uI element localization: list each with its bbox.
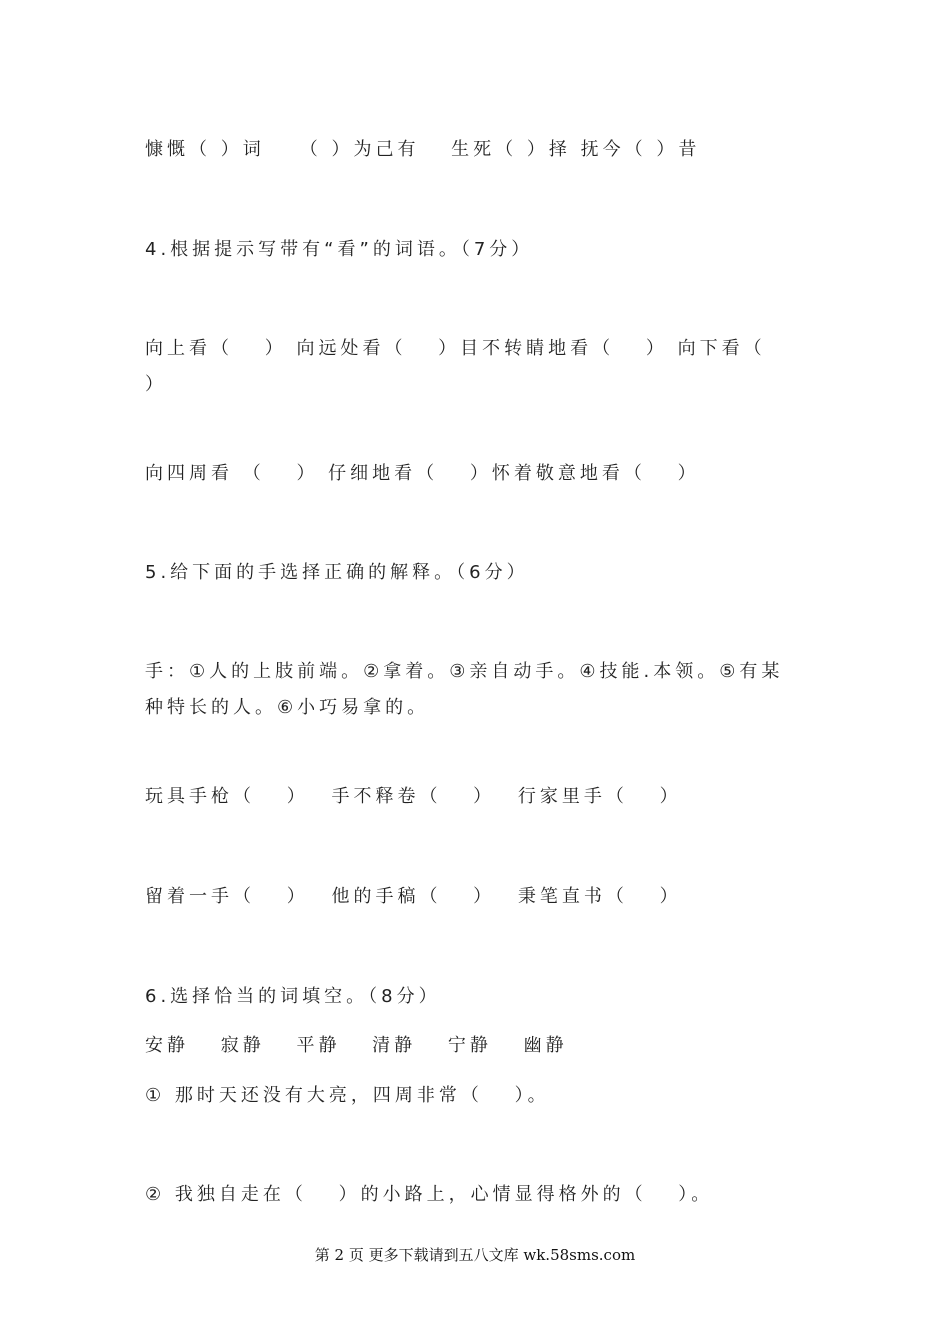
question-5-heading: 5.给下面的手选择正确的解释。（6分） xyxy=(145,562,529,583)
page-footer: 第 2 页 更多下载请到五八文库 wk.58sms.com xyxy=(314,1246,636,1264)
question-5-line-2: 留着一手（ ） 他的手稿（ ） 秉笔直书（ ） xyxy=(145,886,682,907)
question-4-line-1: 向上看（ ） 向远处看（ ）目不转睛地看（ ） 向下看（ ） xyxy=(145,338,798,395)
question-4-line-2: 向四周看 （ ） 仔细地看（ ）怀着敬意地看（ ） xyxy=(145,463,700,484)
question-6-heading: 6.选择恰当的词填空。（8分） xyxy=(145,986,441,1007)
question-6-sentence-1: ① 那时天还没有大亮，四周非常（ ）。 xyxy=(145,1085,550,1106)
question-4-heading: 4.根据提示写带有“看”的词语。（7分） xyxy=(145,239,534,260)
word-choices: 安静 寂静 平静 清静 宁静 幽静 xyxy=(145,1035,568,1056)
question-5-line-1: 玩具手枪（ ） 手不释卷（ ） 行家里手（ ） xyxy=(145,786,682,807)
idiom-fill-line: 慷慨（ ）词 （ ）为己有 生死（ ）择 抚今（ ）昔 xyxy=(145,139,701,160)
hand-definitions: 手：①人的上肢前端。②拿着。③亲自动手。④技能.本领。⑤有某种特长的人。⑥小巧易拿的。 xyxy=(145,661,784,718)
question-6-sentence-2: ② 我独自走在（ ）的小路上，心情显得格外的（ ）。 xyxy=(145,1184,714,1205)
